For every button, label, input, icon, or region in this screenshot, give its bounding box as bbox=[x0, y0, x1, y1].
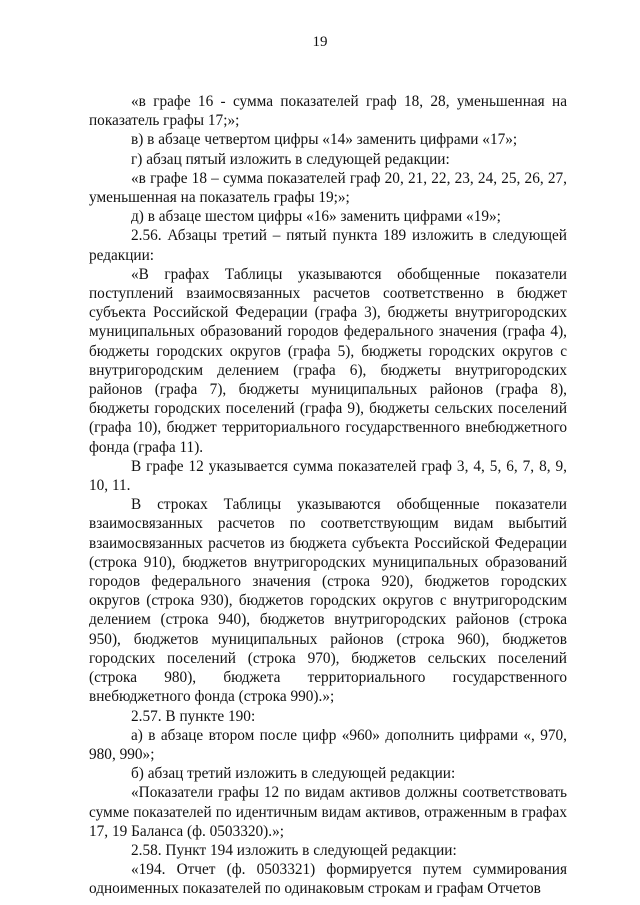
paragraph: а) в абзаце втором после цифр «960» дополнить цифрами «, 970, 980, 990»; bbox=[89, 726, 567, 763]
paragraph: 2.56. Абзацы третий – пятый пункта 189 изложить в следующей редакции: bbox=[89, 227, 567, 264]
paragraph: «в графе 16 - сумма показателей граф 18, 28, уменьшенная на показатель графы 17;»; bbox=[89, 93, 567, 130]
document-body bbox=[89, 92, 567, 899]
paragraph: «В графах Таблицы указываются обобщенные показатели поступлений взаимосвязанных расчетов соответственно в бюджет субъекта Российской Федерации (графа 3), бюджеты внутригородских муниципальных образований городов федерального значения (графа 4), бюджеты городских округов (графа 5), бюджеты городских округов с внутригородским делением (графа 6), бюджеты внутригородских районов (графа 7), бюджеты муниципальных районов (графа 8), бюджеты городских поселений (графа 9), бюджеты сельских поселений (графа 10), бюджет территориального государственного внебюджетного фонда (графа 11). bbox=[89, 265, 567, 456]
paragraph: г) абзац пятый изложить в следующей редакции: bbox=[131, 150, 450, 168]
page-number: 19 bbox=[312, 34, 328, 50]
paragraph: 2.58. Пункт 194 изложить в следующей редакции: bbox=[131, 841, 457, 859]
paragraph: б) абзац третий изложить в следующей редакции: bbox=[131, 765, 456, 783]
paragraph: «в графе 18 – сумма показателей граф 20, 21, 22, 23, 24, 25, 26, 27, уменьшенная на показатель графы 19;»; bbox=[89, 169, 567, 207]
paragraph: В строках Таблицы указываются обобщенные показатели взаимосвязанных расчетов по соответствующим видам выбытий взаимосвязанных расчетов из бюджета субъекта Российской Федерации (строка 910), бюджетов внутригородских муниципальных образований городов федерального значения (строка 920), бюджетов городских округов (строка 930), бюджетов городских округов с внутригородским делением (строка 940), бюджетов внутригородских районов (строка 950), бюджетов муниципальных районов (строка 960), бюджетов городских поселений (строка 970), бюджетов сельских поселений (строка 980), бюджета территориального государственного внебюджетного фонда (строка 990).»; bbox=[89, 496, 567, 706]
paragraph: 2.57. В пункте 190: bbox=[131, 707, 256, 725]
paragraph: «Показатели графы 12 по видам активов должны соответствовать сумме показателей по идентичным видам активов, отраженным в графах 17, 19 Баланса (ф. 0503320).»; bbox=[89, 784, 567, 840]
paragraph: «194. Отчет (ф. 0503321) формируется путем суммирования одноименных показателей по одинаковым строкам и графам Отчетов bbox=[89, 861, 567, 898]
paragraph: д) в абзаце шестом цифры «16» заменить цифрами «19»; bbox=[131, 208, 501, 226]
paragraph: В графе 12 указывается сумма показателей граф 3, 4, 5, 6, 7, 8, 9, 10, 11. bbox=[89, 457, 567, 495]
paragraph: в) в абзаце четвертом цифры «14» заменить цифрами «17»; bbox=[131, 131, 518, 149]
